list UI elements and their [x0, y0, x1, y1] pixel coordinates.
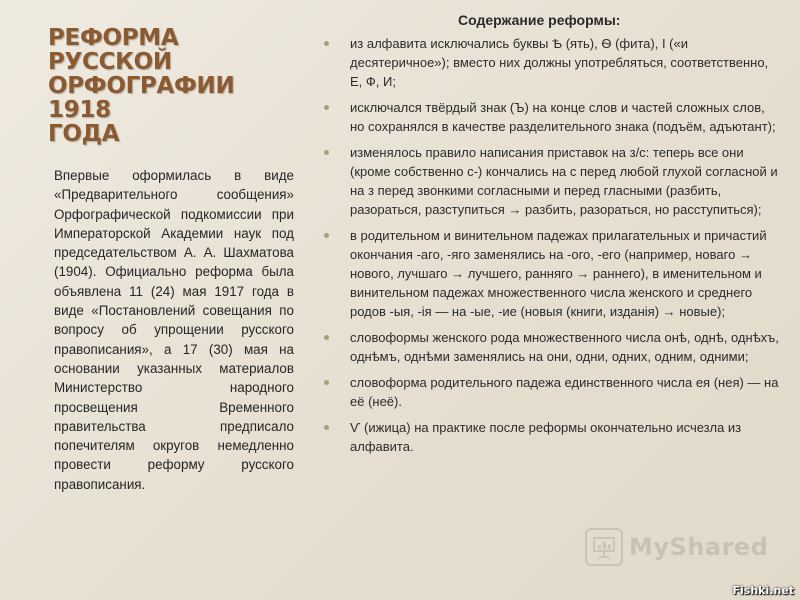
column-divider — [307, 40, 308, 560]
watermark-text: MyShared — [629, 533, 769, 561]
title-line: РУССКОЙ — [48, 49, 172, 75]
list-item — [320, 373, 780, 411]
corner-watermark: Fishki.net — [732, 584, 794, 597]
section-heading: Содержание реформы: — [458, 12, 621, 28]
bullet-icon — [324, 233, 329, 238]
list-item-text: из алфавита исключались буквы Ѣ (ять), Ѳ (фита), І («и десятеричное»); вместо них должны употребляться, соответственно, Е, Ф, И; — [350, 36, 769, 89]
list-item — [320, 98, 780, 136]
list-item — [320, 34, 780, 91]
list-item-text: Ѵ (ижица) на практике после реформы окончательно исчезла из алфавита. — [350, 420, 742, 454]
bullet-icon — [324, 150, 329, 155]
left-column — [48, 26, 298, 494]
list-item — [320, 226, 780, 321]
bullet-icon — [324, 425, 329, 430]
intro-paragraph: Впервые оформилась в виде «Предварительного сообщения» Орфографической подкомиссии при Императорской Академии наук под председательством А. А. Шахматова (1904). Официально реформа была объявлена 11 (24) мая 1917 года в виде «Постановлений совещания по вопросу об упрощении русского правописания», а 17 (30) мая на основании указанных материалов Министерство народного просвещения Временного правительства предписало попечителям округов немедленно провести реформу русского правописания. — [54, 168, 294, 492]
list-item — [320, 143, 780, 219]
list-item — [320, 418, 780, 456]
reform-list — [320, 34, 780, 456]
list-item-text: в родительном и винительном падежах прилагательных и причастий окончания -аго, -яго заменялись на -ого, -его (например, новаго → нового, лучшаго → лучшего, ранняго → раннего), в именительном и винительном падежах множественного числа женского и среднего родов -ыя, -ія — на -ые, -ие (новыя (книги, изданія) → новые); — [350, 228, 767, 319]
title-line: РЕФОРМА — [48, 25, 179, 51]
title-line: ГОДА — [48, 121, 120, 147]
list-item-text: словоформа родительного падежа единственного числа ея (нея) — на её (неё). — [350, 375, 779, 409]
bullet-icon — [324, 380, 329, 385]
list-item — [320, 328, 780, 366]
right-column — [320, 12, 780, 463]
bullet-icon — [324, 335, 329, 340]
list-item-text: словоформы женского рода множественного числа онѣ, однѣ, однѣхъ, однѣмъ, однѣми заменялись на они, одни, одних, одним, одними; — [350, 330, 779, 364]
watermark — [585, 528, 768, 566]
slide-title — [48, 26, 298, 146]
presentation-board-icon — [585, 528, 623, 566]
bullet-icon — [324, 41, 329, 46]
bullet-icon — [324, 105, 329, 110]
list-item-text: изменялось правило написания приставок на з/с: теперь все они (кроме собственно с-) кончались на с перед любой глухой согласной и на з перед звонкими согласными и перед гласными (разбить, разораться, разступиться → разбить, разораться, но расступиться); — [350, 145, 778, 217]
title-line: ОРФОГРАФИИ 1918 — [48, 73, 235, 123]
list-item-text: исключался твёрдый знак (Ъ) на конце слов и частей сложных слов, но сохранялся в качестве разделительного знака (подъём, адъютант); — [350, 100, 776, 134]
